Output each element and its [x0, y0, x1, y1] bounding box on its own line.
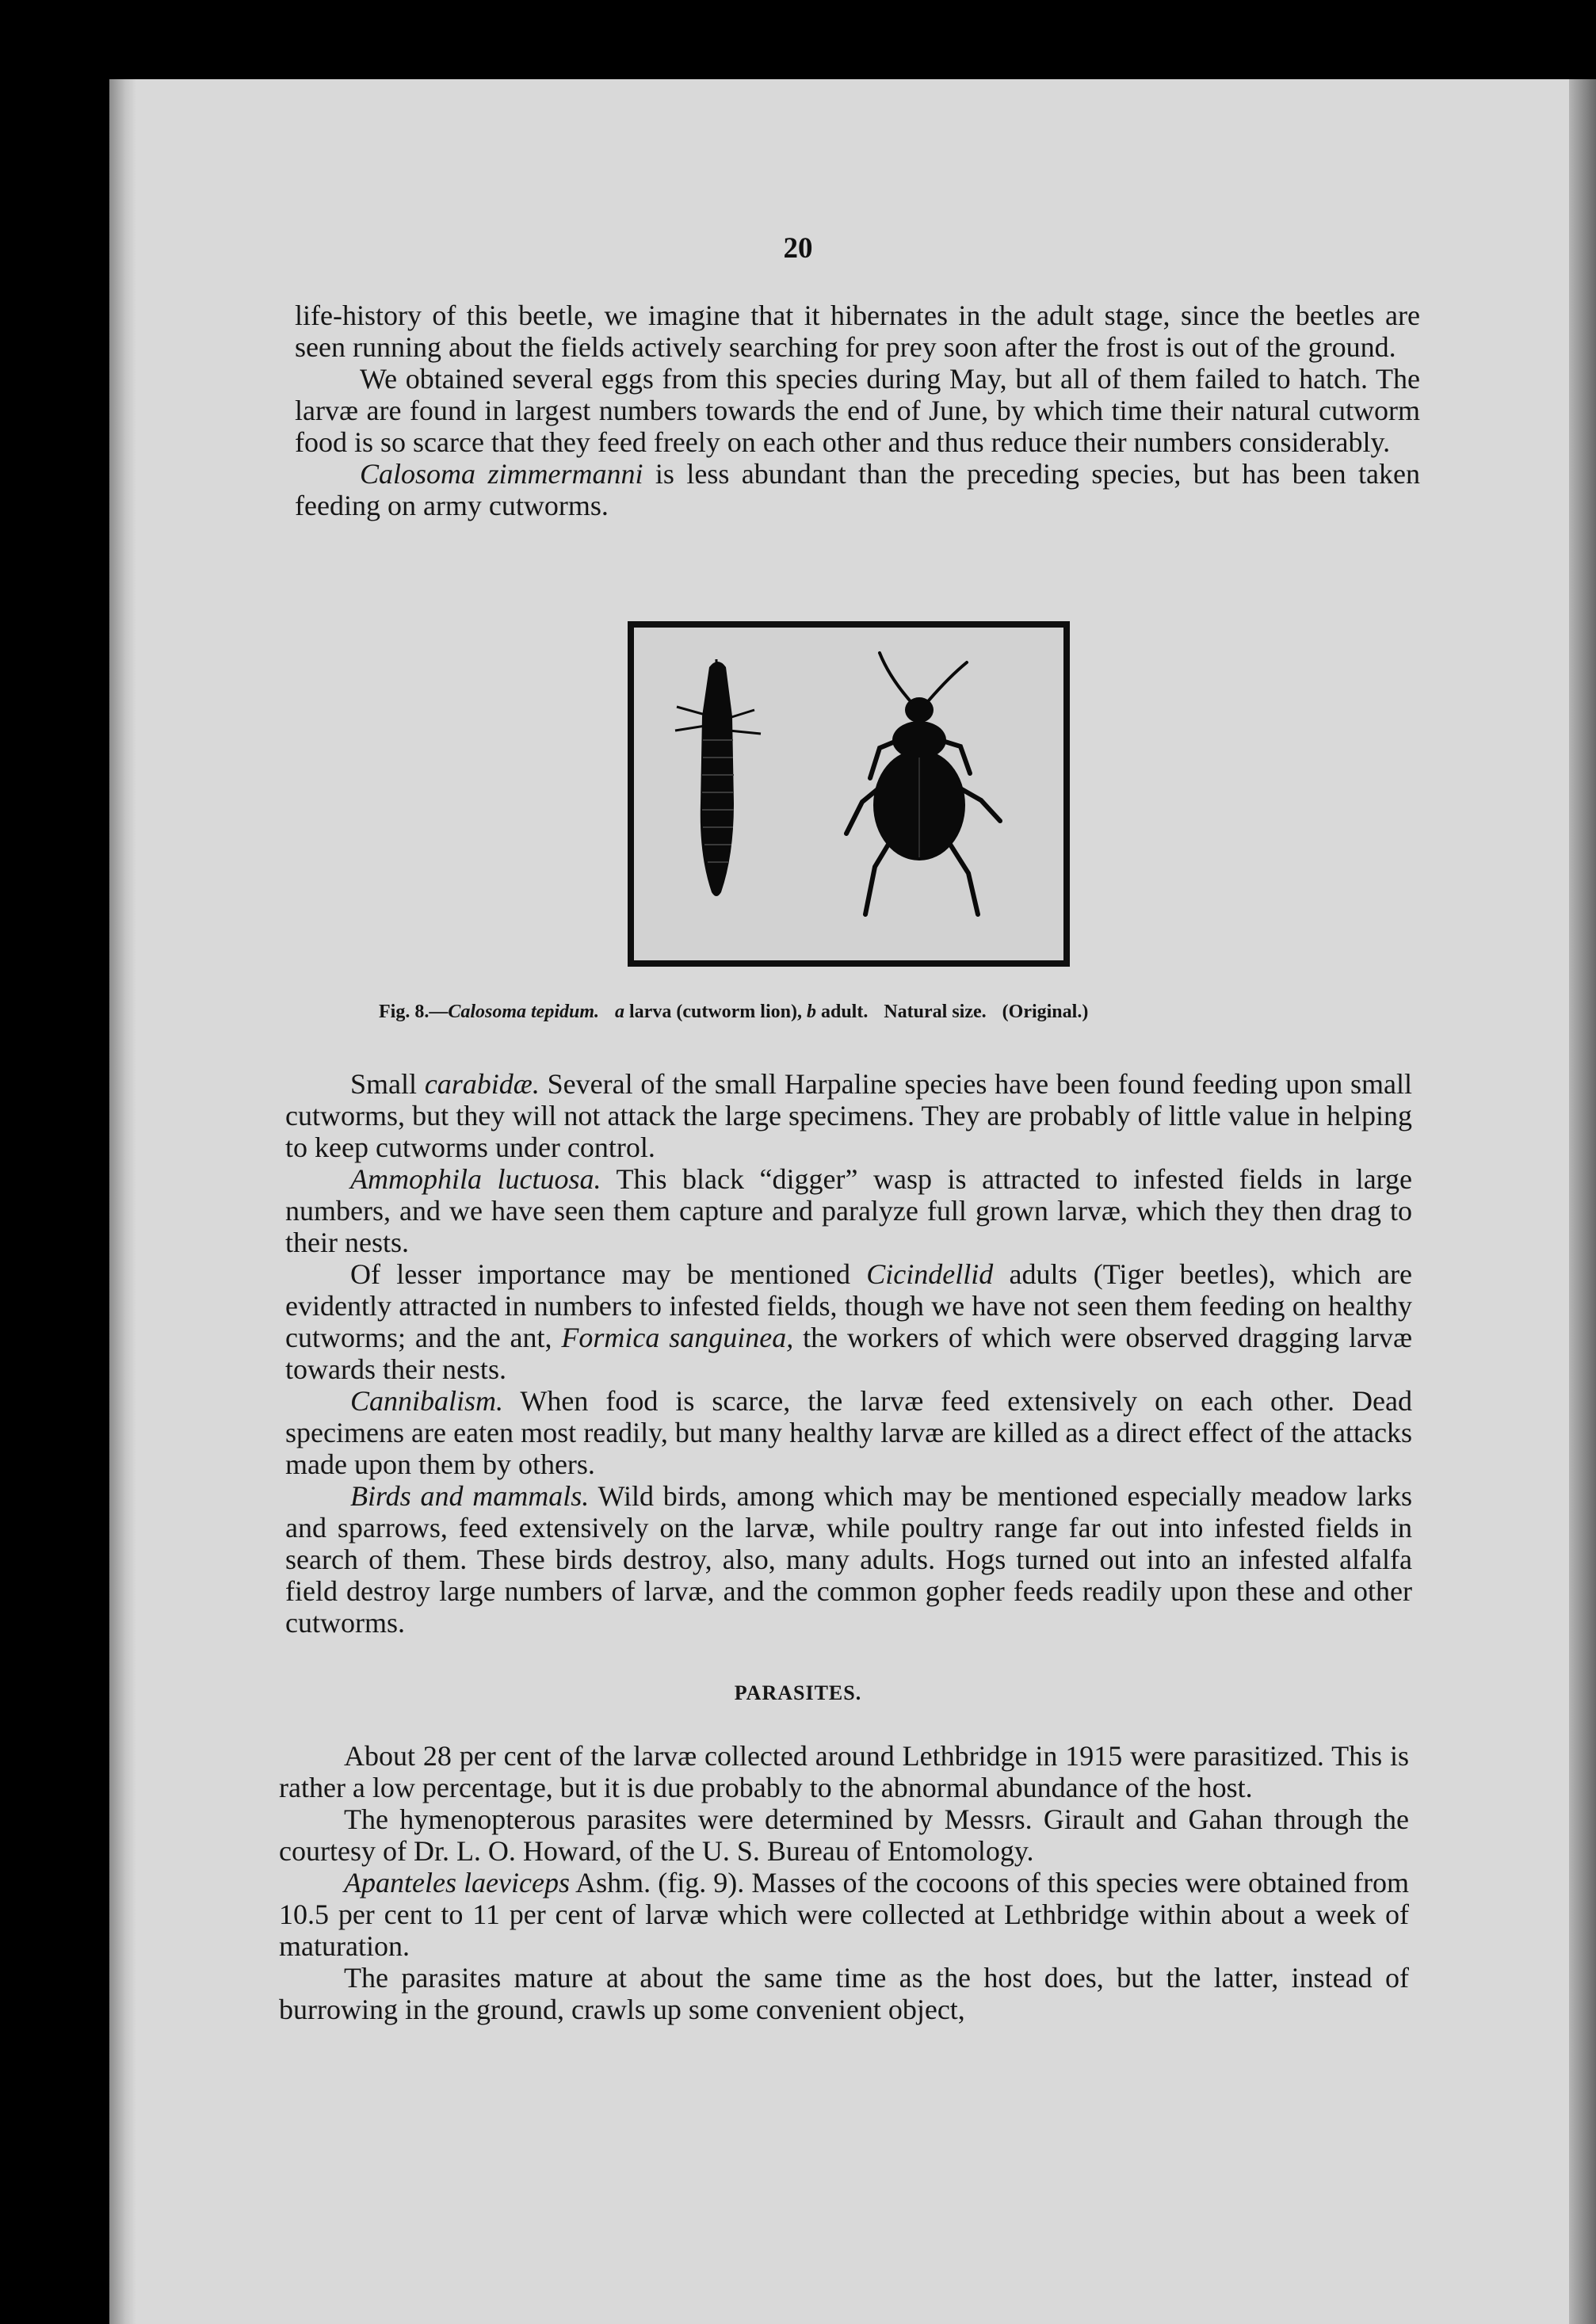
paragraph: The hymenopterous parasites were determined by Messrs. Girault and Gahan through the courtesy of Dr. L. O. Howard, of the U. S. Bureau of Entomology.	[279, 1803, 1409, 1867]
paragraph: Of lesser importance may be mentioned Cicindellid adults (Tiger beetles), which are evidently attracted in numbers to infested fields, though we have not seen them feeding on healthy cutworms; and the ant, Formica sanguinea, the workers of which were observed dragging larvæ towards their nests.	[285, 1258, 1413, 1385]
figure-8-image	[628, 621, 1070, 967]
larva-silhouette	[675, 659, 761, 896]
beetle-illustration	[628, 621, 1070, 967]
adult-beetle-silhouette	[846, 653, 1000, 914]
paragraph: Birds and mammals. Wild birds, among which may be mentioned especially meadow larks and sparrows, feed extensively on the larvæ, while poultry range far out into infested fields in search of them. These birds destroy, also, many adults. Hogs turned out into an infested alfalfa field destroy large numbers of larvæ, and the common gopher feeds readily upon these and other cutworms.	[285, 1480, 1412, 1639]
caption-original: (Original.)	[1002, 1002, 1089, 1022]
caption-larva: a larva (cutworm lion), b adult.	[615, 1002, 869, 1022]
paragraph: Calosoma zimmermanni is less abundant than the preceding species, but has been taken feeding on army cutworms.	[295, 458, 1420, 521]
figure-caption	[379, 1002, 1330, 1023]
page-edge-left	[109, 79, 136, 2324]
section-heading: PARASITES.	[734, 1681, 862, 1704]
paragraph: Cannibalism. When food is scarce, the larvæ feed extensively on each other. Dead specimens are eaten most readily, but many healthy larvæ are killed as a direct effect of the attacks made upon them by others.	[285, 1385, 1412, 1480]
paragraph: life-history of this beetle, we imagine that it hibernates in the adult stage, since the beetles are seen running about the fields actively searching for prey soon after the frost is out of the ground.	[295, 300, 1420, 363]
text-block-middle	[285, 1068, 1412, 1639]
text-block-bottom	[279, 1740, 1409, 2025]
caption-natural-size: Natural size.	[884, 1002, 987, 1022]
paragraph: Ammophila luctuosa. This black “digger” wasp is attracted to infested fields in large numbers, and we have seen them capture and paralyze full grown larvæ, which they then drag to their nests.	[285, 1163, 1413, 1258]
caption-label: Fig. 8.—Calosoma tepidum.	[379, 1002, 600, 1022]
text-block-top	[295, 300, 1420, 521]
page-number: 20	[783, 232, 813, 265]
species-name: Calosoma zimmermanni	[360, 458, 643, 490]
page-edge-right	[1569, 79, 1596, 2324]
paragraph: Small carabidæ. Several of the small Harpaline species have been found feeding upon small cutworms, but they will not attack the large specimens. They are probably of little value in helping to keep cutworms under control.	[285, 1068, 1412, 1163]
paragraph: We obtained several eggs from this species during May, but all of them failed to hatch. The larvæ are found in largest numbers towards the end of June, by which time their natural cutworm food is so scarce that they feed freely on each other and thus reduce their numbers considerably.	[295, 363, 1420, 458]
paragraph: Apanteles laeviceps Ashm. (fig. 9). Masses of the cocoons of this species were obtained from 10.5 per cent to 11 per cent of larvæ which were collected at Lethbridge within about a week of maturation.	[279, 1867, 1410, 1962]
paragraph: The parasites mature at about the same time as the host does, but the latter, instead of burrowing in the ground, crawls up some convenient object,	[279, 1962, 1409, 2025]
paragraph: About 28 per cent of the larvæ collected around Lethbridge in 1915 were parasitized. This is rather a low percentage, but it is due probably to the abnormal abundance of the host.	[279, 1740, 1409, 1803]
